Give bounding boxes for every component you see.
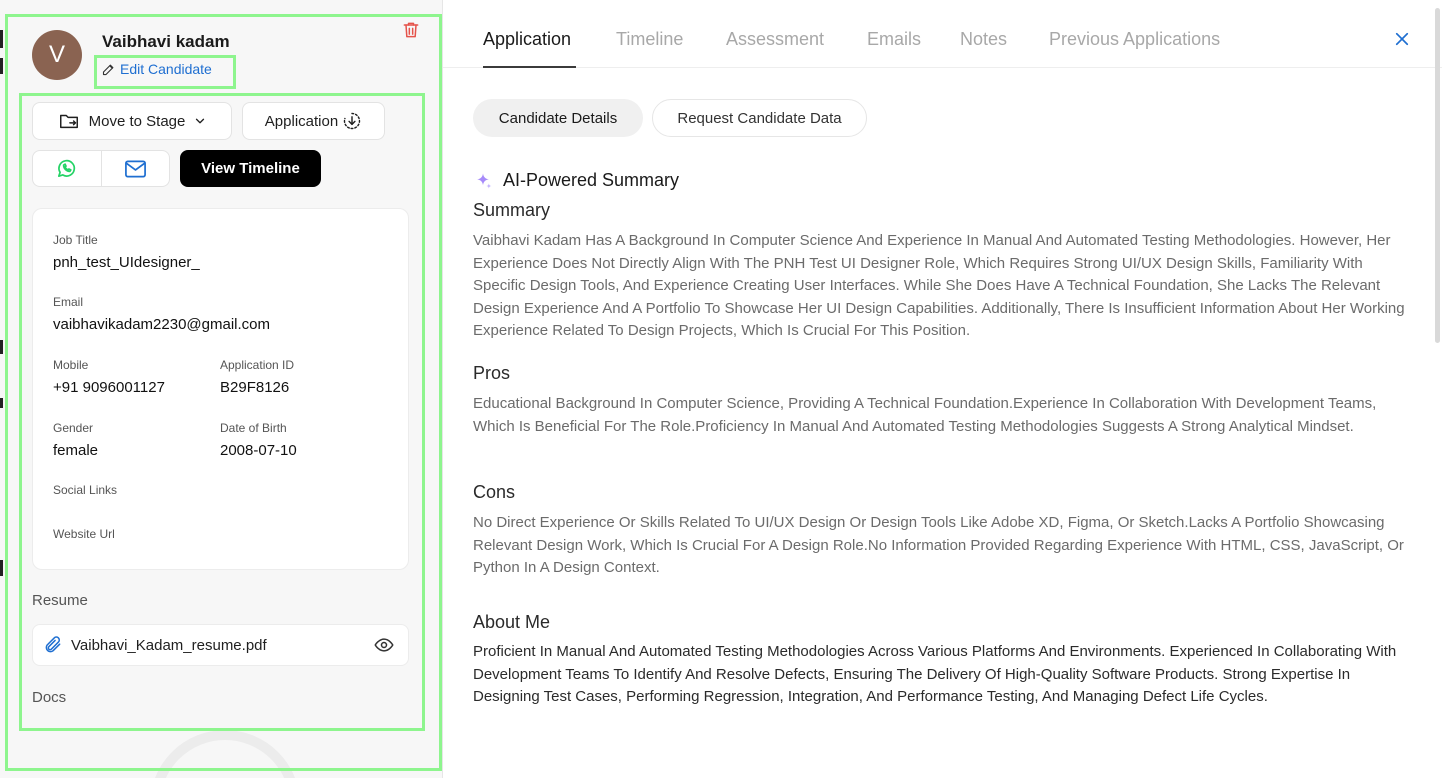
- job-title-field: [53, 233, 200, 271]
- pros-text: Educational Background In Computer Science, Providing A Technical Foundation.Experience In Collaboration With Development Teams, Which Is Beneficial For The Role.Proficiency In Manual And Automated Testing Methodologies Suggests A Strong Analytical Mindset.: [473, 395, 1377, 435]
- mobile-label: Mobile: [53, 358, 89, 372]
- download-clock-icon: [342, 111, 362, 131]
- application-download-button[interactable]: [242, 102, 385, 140]
- ai-summary-title: [473, 170, 679, 191]
- active-tab-indicator: [483, 66, 576, 68]
- email-field: [53, 295, 270, 333]
- social-links-label: Social Links: [53, 483, 118, 497]
- email-label: Email: [53, 295, 84, 309]
- ai-summary-title-text: AI-Powered Summary: [503, 170, 680, 190]
- application-id-field: [220, 358, 294, 396]
- request-candidate-data-tab[interactable]: Request Candidate Data: [652, 99, 867, 137]
- social-links-field: [53, 483, 117, 504]
- website-url-field: [53, 527, 115, 548]
- edit-candidate-link[interactable]: [101, 61, 212, 77]
- candidate-panel: [0, 0, 443, 778]
- scrollbar[interactable]: [1435, 8, 1440, 343]
- move-to-stage-label: Move to Stage: [88, 112, 186, 130]
- docs-section-label: Docs: [32, 689, 67, 706]
- about-me-text: Proficient In Manual And Automated Testing Methodologies Across Various Platforms And Environments. Experienced In Collaborating With Development Teams To Identify And Resolve Defects, Ensuring The Delivery Of High-Quality Software Products. Strong Expertise In Designing Test Cases, Performing Regression, Integration, And Performance Testing, And Managing Defect Life Cycles.: [473, 643, 1397, 706]
- summary-heading: Summary: [473, 200, 551, 220]
- application-label: Application: [264, 112, 339, 130]
- application-id-value: B29F8126: [220, 379, 290, 396]
- dob-field: [220, 421, 297, 459]
- about-me-heading: About Me: [473, 612, 551, 632]
- pros-heading: Pros: [473, 363, 511, 383]
- resume-section-label: Resume: [32, 592, 88, 609]
- paperclip-icon: [43, 635, 63, 655]
- dob-value: 2008-07-10: [220, 442, 297, 459]
- tab-previous-applications[interactable]: Previous Applications: [1049, 29, 1221, 49]
- tab-bar: [443, 0, 1442, 68]
- folder-move-icon: [57, 110, 81, 132]
- mobile-value: +91 9096001127: [53, 379, 165, 396]
- job-title-label: Job Title: [53, 233, 98, 247]
- gender-value: female: [53, 442, 99, 459]
- contact-button-group: [32, 150, 170, 187]
- mobile-field: [53, 358, 165, 396]
- close-icon[interactable]: [1393, 30, 1411, 48]
- chevron-down-icon: [193, 114, 207, 128]
- background-circle: [150, 730, 300, 778]
- tab-emails[interactable]: Emails: [867, 29, 922, 49]
- job-title-value: pnh_test_UIdesigner_: [53, 254, 200, 271]
- resume-file-row[interactable]: [32, 624, 409, 666]
- gender-label: Gender: [53, 421, 94, 435]
- mail-icon: [124, 159, 147, 179]
- cons-heading: Cons: [473, 482, 516, 502]
- resume-file-name: Vaibhavi_Kadam_resume.pdf: [71, 636, 267, 654]
- view-timeline-button[interactable]: View Timeline: [180, 150, 321, 187]
- candidate-details-card: [32, 208, 409, 570]
- edit-candidate-label: Edit Candidate: [120, 61, 212, 77]
- whatsapp-button[interactable]: [33, 151, 101, 186]
- tab-application[interactable]: Application: [483, 29, 572, 49]
- candidate-details-tab[interactable]: Candidate Details: [473, 99, 643, 137]
- pencil-icon: [101, 62, 116, 77]
- tab-notes[interactable]: Notes: [960, 29, 1008, 49]
- cons-text: No Direct Experience Or Skills Related To UI/UX Design Or Design Tools Like Adobe XD, Figma, Or Sketch.Lacks A Portfolio Showcasing Relevant Design Work, Which Is Crucial For A Design Role.No Information Provided Regarding Experience With HTML, CSS, JavaScript, Or Python In A Design Context.: [473, 514, 1404, 577]
- summary-text: Vaibhavi Kadam Has A Background In Computer Science And Experience In Manual And Automated Testing Methodologies. However, Her Experience Does Not Directly Align With The PNH Test UI Designer Role, Which Requires Strong UI/UX Design Skills, Familiarity With Specific Design Tools, And Experience Creating User Interfaces. While She Does Have A Technical Foundation, She Lacks The Relevant Design Experience And A Portfolio To Showcase Her UI Design Capabilities. Additionally, There Is Insufficient Information About Her Working Experience Related To Design Projects, Which Is Crucial For This Position.: [473, 232, 1405, 340]
- avatar-initial: V: [48, 41, 65, 68]
- email-value: vaibhavikadam2230@gmail.com: [53, 316, 271, 333]
- candidate-name: Vaibhavi kadam: [102, 32, 230, 51]
- avatar: [32, 30, 82, 80]
- email-button[interactable]: [101, 151, 170, 186]
- whatsapp-icon: [55, 157, 78, 180]
- website-url-label: Website Url: [53, 527, 115, 541]
- sparkle-icon: [473, 171, 493, 191]
- application-panel: [443, 0, 1442, 778]
- tab-assessment[interactable]: Assessment: [726, 29, 825, 49]
- dob-label: Date of Birth: [220, 421, 287, 435]
- gender-field: [53, 421, 98, 459]
- trash-icon[interactable]: [401, 19, 421, 41]
- application-id-label: Application ID: [220, 358, 295, 372]
- move-to-stage-button[interactable]: [32, 102, 232, 140]
- tab-timeline[interactable]: Timeline: [616, 29, 684, 49]
- eye-icon[interactable]: [374, 637, 394, 653]
- background-edge-marks: [0, 0, 3, 778]
